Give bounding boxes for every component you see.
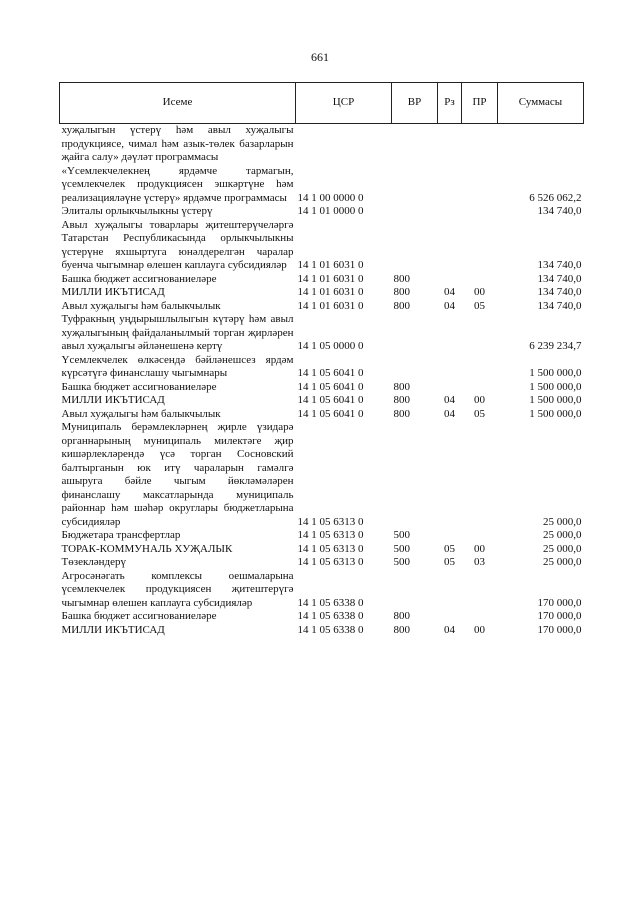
table-row xyxy=(60,313,584,354)
table-row xyxy=(60,124,584,165)
cell-vr: 800 xyxy=(393,272,410,285)
cell-rz xyxy=(438,205,462,219)
cell-name: Төзекләндерү xyxy=(61,556,127,568)
cell-vr xyxy=(392,570,438,611)
cell-csr: 14 1 05 6338 0 xyxy=(297,610,364,622)
cell-name: хуҗалыгын үстерү һәм авыл хуҗалыгы продукциясе, чимал һәм азык-төлек базарларын җайга салу» дәүләт программасы xyxy=(61,124,294,163)
table-row xyxy=(60,556,584,570)
table-row xyxy=(60,286,584,300)
cell-pr: 05 xyxy=(474,299,485,312)
cell-name: Муниципаль берәмлекләрнең җирле үзидарә органнарының муниципаль милектәге җир кишәрлекләрендә үсә торган Сосновский балтырганын юк итү чараларын гамәлгә ашыруга бәйле чыгым йөкләмәләрен финанслашу максатларында муниципаль районнар һәм шәһәр округлары бюджетларына субсидияләр xyxy=(61,421,294,528)
cell-sum: 134 740,0 xyxy=(537,299,582,312)
cell-sum: 6 526 062,2 xyxy=(529,191,582,204)
cell-rz xyxy=(438,381,462,395)
table-row xyxy=(60,354,584,381)
cell-name: Туфракның уңдырышлылыгын күтәрү һәм авыл хуҗалыгының файдаланылмый торган җирләрен авыл хуҗалыгы әйләнешенә кертү xyxy=(61,313,294,352)
cell-rz: 04 xyxy=(444,286,455,298)
cell-sum: 6 239 234,7 xyxy=(529,340,582,352)
cell-sum: 170 000,0 xyxy=(537,596,582,609)
cell-sum: 25 000,0 xyxy=(543,556,582,568)
cell-vr: 800 xyxy=(393,286,410,298)
table-row xyxy=(60,543,584,557)
cell-pr xyxy=(462,205,498,219)
cell-vr: 800 xyxy=(393,394,410,406)
cell-vr: 500 xyxy=(393,529,410,541)
header-sum: Суммасы xyxy=(498,83,584,124)
cell-csr: 14 1 01 6031 0 xyxy=(297,259,364,271)
cell-csr: 14 1 05 6041 0 xyxy=(297,367,364,379)
cell-rz xyxy=(438,313,462,354)
cell-pr xyxy=(462,421,498,529)
table-row xyxy=(60,421,584,529)
cell-vr: 800 xyxy=(393,380,410,393)
cell-name: Авыл хуҗалыгы товарлары җитештерүчеләргә Татарстан Республикасында орлыкчылыкны үстерүне яхшыртуга юнәлдерелгән чаралар буенча чыгымнар өлешен каплауга субсидияләр xyxy=(61,218,294,271)
cell-sum: 134 740,0 xyxy=(537,259,582,271)
cell-pr xyxy=(462,219,498,273)
cell-vr: 500 xyxy=(393,556,410,568)
table-row xyxy=(60,610,584,624)
cell-vr xyxy=(392,219,438,273)
cell-name: МИЛЛИ ИКЪТИСАД xyxy=(61,623,165,636)
cell-sum: 25 000,0 xyxy=(543,515,582,528)
cell-csr: 14 1 05 6313 0 xyxy=(297,515,364,528)
cell-rz: 04 xyxy=(444,299,455,312)
cell-rz xyxy=(438,219,462,273)
cell-name: МИЛЛИ ИКЪТИСАД xyxy=(61,286,165,298)
cell-name: Элиталы орлыкчылыкны үстерү xyxy=(61,205,213,217)
table-row xyxy=(60,570,584,611)
cell-pr: 00 xyxy=(474,286,485,298)
cell-sum: 170 000,0 xyxy=(537,623,582,636)
cell-csr: 14 1 00 0000 0 xyxy=(297,191,364,204)
cell-vr xyxy=(392,313,438,354)
cell-pr xyxy=(462,124,498,165)
cell-csr: 14 1 01 6031 0 xyxy=(297,272,364,285)
table-row xyxy=(60,408,584,422)
cell-csr: 14 1 01 6031 0 xyxy=(297,286,364,298)
table-row xyxy=(60,219,584,273)
table-row xyxy=(60,205,584,219)
cell-csr: 14 1 05 6338 0 xyxy=(297,596,364,609)
cell-rz xyxy=(438,124,462,165)
header-csr: ЦСР xyxy=(296,83,392,124)
cell-name: Агросәнәгать комплексы оешмаларына үсемлекчелек продукциясен җитештерүгә чыгымнар өлешен каплауга субсидияләр xyxy=(61,569,294,609)
cell-csr: 14 1 05 6313 0 xyxy=(297,529,364,541)
cell-name: ТОРАК-КОММУНАЛЬ ХУҖАЛЫК xyxy=(61,542,233,555)
cell-sum: 1 500 000,0 xyxy=(529,367,582,379)
cell-vr xyxy=(392,205,438,219)
header-rz: Рз xyxy=(438,83,462,124)
cell-sum: 134 740,0 xyxy=(537,205,582,217)
cell-rz: 04 xyxy=(444,407,455,420)
cell-csr: 14 1 05 6041 0 xyxy=(297,407,364,420)
cell-sum xyxy=(498,124,584,165)
cell-name: Авыл хуҗалыгы һәм балыкчылык xyxy=(61,407,221,420)
cell-vr xyxy=(392,124,438,165)
cell-sum: 1 500 000,0 xyxy=(529,380,582,393)
table-row xyxy=(60,165,584,206)
cell-name: Авыл хуҗалыгы һәм балыкчылык xyxy=(61,299,221,312)
cell-vr: 800 xyxy=(393,623,410,636)
table-row xyxy=(60,300,584,314)
cell-rz xyxy=(438,273,462,287)
cell-pr xyxy=(462,165,498,206)
table-body xyxy=(60,124,584,638)
table-row xyxy=(60,273,584,287)
cell-name: Башка бюджет ассигнованиеләре xyxy=(61,272,217,285)
cell-vr: 800 xyxy=(393,610,410,622)
cell-csr: 14 1 01 6031 0 xyxy=(297,299,364,312)
cell-name: Башка бюджет ассигнованиеләре xyxy=(61,610,217,622)
cell-pr: 00 xyxy=(474,623,485,636)
cell-pr xyxy=(462,610,498,624)
cell-rz xyxy=(438,529,462,543)
cell-rz xyxy=(438,610,462,624)
cell-sum: 170 000,0 xyxy=(537,610,582,622)
cell-rz xyxy=(438,165,462,206)
table-row xyxy=(60,394,584,408)
cell-sum: 1 500 000,0 xyxy=(529,394,582,406)
cell-rz xyxy=(438,354,462,381)
cell-csr: 14 1 05 0000 0 xyxy=(297,340,364,352)
table-row xyxy=(60,381,584,395)
cell-csr: 14 1 05 6041 0 xyxy=(297,394,364,406)
cell-rz xyxy=(438,570,462,611)
cell-rz: 04 xyxy=(444,623,455,636)
cell-pr xyxy=(462,570,498,611)
cell-pr xyxy=(462,381,498,395)
cell-csr: 14 1 05 6313 0 xyxy=(297,556,364,568)
budget-table xyxy=(59,82,584,637)
cell-csr: 14 1 05 6313 0 xyxy=(297,542,364,555)
page-number: 661 xyxy=(311,50,329,64)
cell-csr xyxy=(296,124,392,165)
cell-pr: 00 xyxy=(474,542,485,555)
cell-sum: 1 500 000,0 xyxy=(529,407,582,420)
cell-vr: 800 xyxy=(393,407,410,420)
cell-name: МИЛЛИ ИКЪТИСАД xyxy=(61,394,165,406)
cell-pr: 00 xyxy=(474,394,485,406)
cell-vr xyxy=(392,421,438,529)
table-row xyxy=(60,529,584,543)
cell-vr: 800 xyxy=(393,299,410,312)
cell-sum: 25 000,0 xyxy=(543,542,582,555)
cell-pr xyxy=(462,313,498,354)
header-vr: ВР xyxy=(392,83,438,124)
cell-rz: 04 xyxy=(444,394,455,406)
cell-csr: 14 1 05 6338 0 xyxy=(297,623,364,636)
cell-csr: 14 1 01 0000 0 xyxy=(297,205,364,217)
cell-name: Башка бюджет ассигнованиеләре xyxy=(61,380,217,393)
cell-vr xyxy=(392,354,438,381)
cell-csr: 14 1 05 6041 0 xyxy=(297,380,364,393)
table-row xyxy=(60,624,584,638)
cell-name: Үсемлекчелек өлкәсендә бәйләнешсез ярдәм күрсәтүгә финанслашу чыгымнары xyxy=(61,353,294,379)
cell-vr xyxy=(392,165,438,206)
cell-pr xyxy=(462,529,498,543)
cell-pr: 03 xyxy=(474,556,485,568)
cell-pr xyxy=(462,273,498,287)
header-name: Исеме xyxy=(60,83,296,124)
cell-sum: 134 740,0 xyxy=(537,272,582,285)
cell-sum: 134 740,0 xyxy=(537,286,582,298)
cell-rz xyxy=(438,421,462,529)
cell-name: «Үсемлекчелекнең ярдәмче тармагын, үсемлекчелек продукциясен эшкәртүне һәм реализацияләүне үстерү» ярдәмче программасы xyxy=(61,164,294,204)
cell-rz: 05 xyxy=(444,556,455,568)
cell-rz: 05 xyxy=(444,542,455,555)
cell-sum: 25 000,0 xyxy=(543,529,582,541)
cell-pr: 05 xyxy=(474,407,485,420)
header-pr: ПР xyxy=(462,83,498,124)
cell-vr: 500 xyxy=(393,542,410,555)
cell-pr xyxy=(462,354,498,381)
cell-name: Бюджетара трансфертлар xyxy=(61,529,181,541)
table-header-row xyxy=(60,83,584,124)
